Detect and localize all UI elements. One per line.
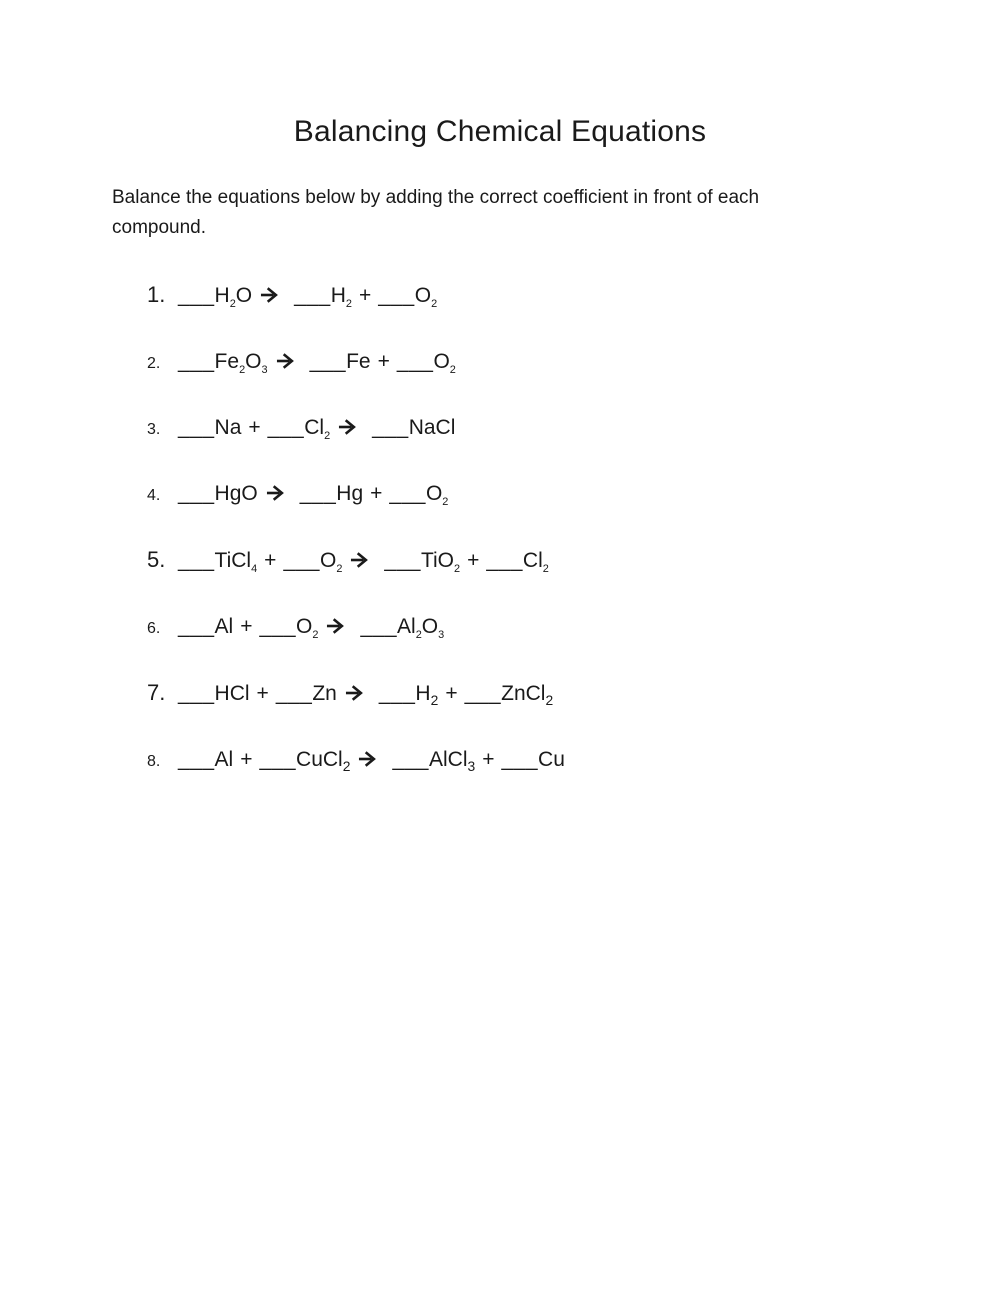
equation-number: 5. [147, 547, 166, 573]
chemical-formula: $H_2O$ [214, 284, 253, 311]
plus-sign: + [445, 682, 458, 706]
answer-blank[interactable]: ___ [392, 748, 429, 772]
answer-blank[interactable]: ___ [378, 682, 416, 706]
answer-blank[interactable]: ___ [501, 748, 539, 772]
arrow-icon [350, 548, 375, 578]
answer-blank[interactable]: ___ [178, 482, 215, 506]
arrow-icon [276, 349, 301, 379]
subscript: 2 [415, 629, 422, 642]
arrow-icon [326, 614, 351, 644]
equation-list [147, 280, 1000, 777]
answer-blank[interactable]: ___ [178, 615, 215, 639]
subscript: 2 [442, 496, 449, 509]
chemical-formula: $Cl_2$ [522, 549, 549, 576]
answer-blank[interactable]: ___ [299, 482, 337, 506]
chemical-formula: $O_2$ [414, 284, 438, 311]
equation-row [147, 347, 1000, 379]
equation-row [147, 280, 1000, 313]
subscript: 3 [467, 758, 476, 775]
plus-sign: + [482, 748, 495, 772]
chemical-formula: CuCl$_2$ [296, 748, 351, 775]
chemical-formula: $H_2$ [415, 682, 439, 709]
plus-sign: + [358, 284, 372, 308]
chemical-formula: $Cl_2$ [304, 416, 331, 443]
answer-blank[interactable]: ___ [486, 549, 523, 573]
plus-sign: + [240, 748, 253, 772]
chemical-formula: $Fe_2O_3$ [214, 350, 268, 377]
chemical-formula: TiCl$_4$ [214, 549, 258, 576]
subscript: 2 [545, 692, 554, 709]
subscript: 4 [251, 563, 258, 576]
arrow-icon [260, 283, 285, 313]
chemical-formula: $O_2$ [425, 482, 449, 509]
subscript: 2 [342, 758, 351, 775]
equation-number: 6. [147, 620, 161, 638]
answer-blank[interactable]: ___ [309, 350, 347, 374]
answer-blank[interactable]: ___ [372, 416, 409, 440]
equation-number: 3. [147, 421, 161, 439]
subscript: 2 [239, 364, 246, 377]
arrow-icon [358, 747, 383, 777]
instructions-text: Balance the equations below by adding the correct coefficient in front of each compound. [112, 187, 760, 239]
equation-row [147, 413, 1000, 445]
subscript: 3 [261, 364, 268, 377]
plus-sign: + [240, 615, 253, 639]
plus-sign: + [467, 549, 480, 573]
plus-sign: + [264, 549, 277, 573]
chemical-formula: Al [214, 615, 234, 639]
chemical-formula: AlCl$_3$ [429, 748, 476, 775]
equation-row [147, 479, 1000, 511]
arrow-icon [266, 481, 291, 511]
answer-blank[interactable]: ___ [275, 682, 313, 706]
answer-blank[interactable]: ___ [283, 549, 320, 573]
answer-blank[interactable]: ___ [384, 549, 421, 573]
answer-blank[interactable]: ___ [294, 284, 331, 308]
answer-blank[interactable]: ___ [178, 284, 215, 308]
answer-blank[interactable]: ___ [360, 615, 398, 639]
subscript: 2 [312, 629, 319, 642]
arrow-icon [345, 681, 370, 711]
subscript: 3 [438, 629, 445, 642]
equation-row [147, 545, 1000, 578]
chemical-formula: $O_2$ [319, 549, 343, 576]
chemical-formula: Al [214, 748, 234, 772]
equation-number: 1. [147, 282, 166, 308]
subscript: 2 [431, 298, 438, 311]
chemical-formula: NaCl [408, 416, 456, 440]
subscript: 2 [324, 430, 331, 443]
answer-blank[interactable]: ___ [389, 482, 426, 506]
page-title: Balancing Chemical Equations [293, 115, 707, 148]
equation-number: 4. [147, 487, 161, 505]
subscript: 2 [430, 692, 439, 709]
chemical-formula: HCl [214, 682, 250, 706]
chemical-formula: Fe [346, 350, 371, 374]
chemical-formula: TiO$_2$ [420, 549, 461, 576]
equation-number: 8. [147, 753, 161, 771]
answer-blank[interactable]: ___ [178, 682, 215, 706]
chemical-formula: Cu [538, 748, 565, 772]
arrow-icon [338, 415, 363, 445]
chemical-formula: Na [214, 416, 242, 440]
chemical-formula: HgO [214, 482, 258, 506]
subscript: 2 [336, 563, 343, 576]
answer-blank[interactable]: ___ [178, 549, 215, 573]
chemical-formula: $H_2$ [330, 284, 352, 311]
subscript: 2 [542, 563, 549, 576]
answer-blank[interactable]: ___ [378, 284, 415, 308]
answer-blank[interactable]: ___ [267, 416, 305, 440]
plus-sign: + [256, 682, 269, 706]
plus-sign: + [370, 482, 383, 506]
equation-row [147, 612, 1000, 644]
answer-blank[interactable]: ___ [178, 350, 215, 374]
chemical-formula: Hg [336, 482, 364, 506]
subscript: 2 [345, 298, 352, 311]
answer-blank[interactable]: ___ [259, 615, 297, 639]
chemical-formula: Zn [312, 682, 337, 706]
equation-number: 7. [147, 680, 166, 706]
chemical-formula: $O_2$ [433, 350, 456, 377]
answer-blank[interactable]: ___ [464, 682, 502, 706]
subscript: 2 [229, 298, 236, 311]
plus-sign: + [248, 416, 261, 440]
equation-number: 2. [147, 355, 161, 373]
equation-row [147, 745, 1000, 777]
answer-blank[interactable]: ___ [178, 748, 215, 772]
chemical-formula: $Al_2O_3$ [397, 615, 445, 642]
answer-blank[interactable]: ___ [396, 350, 434, 374]
subscript: 2 [454, 563, 461, 576]
chemical-formula: ZnCl$_2$ [501, 682, 554, 709]
chemical-formula: $O_2$ [296, 615, 319, 642]
equation-row [147, 678, 1000, 711]
subscript: 2 [449, 364, 456, 377]
answer-blank[interactable]: ___ [259, 748, 297, 772]
plus-sign: + [377, 350, 390, 374]
answer-blank[interactable]: ___ [178, 416, 215, 440]
